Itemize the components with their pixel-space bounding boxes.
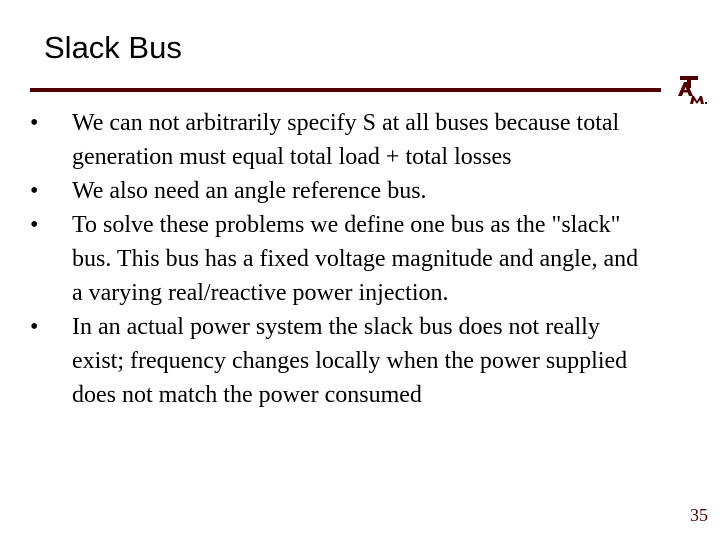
- bullet-text: We can not arbitrarily specify S at all buses because total generation must equal total load + total losses: [72, 110, 620, 170]
- bullet-icon: •: [30, 212, 39, 238]
- title-divider: [30, 88, 661, 92]
- bullet-icon: •: [30, 110, 39, 136]
- bullet-text: To solve these problems we define one bus as the "slack" bus. This bus has a fixed voltage magnitude and angle, and a varying real/reactive power injection.: [72, 212, 639, 306]
- list-item: [30, 310, 650, 412]
- slide-title: Slack Bus: [44, 30, 182, 65]
- list-item: [30, 106, 650, 174]
- list-item: [30, 208, 650, 310]
- bullet-text: In an actual power system the slack bus does not really exist; frequency changes locally when the power supplied does not match the power consumed: [72, 314, 628, 408]
- page-number: 35: [690, 505, 708, 525]
- texas-am-logo-icon: [676, 74, 708, 106]
- bullet-list: [30, 106, 650, 412]
- list-item: [30, 174, 650, 208]
- bullet-icon: •: [30, 314, 39, 340]
- bullet-icon: •: [30, 178, 39, 204]
- bullet-text: We also need an angle reference bus.: [72, 178, 427, 204]
